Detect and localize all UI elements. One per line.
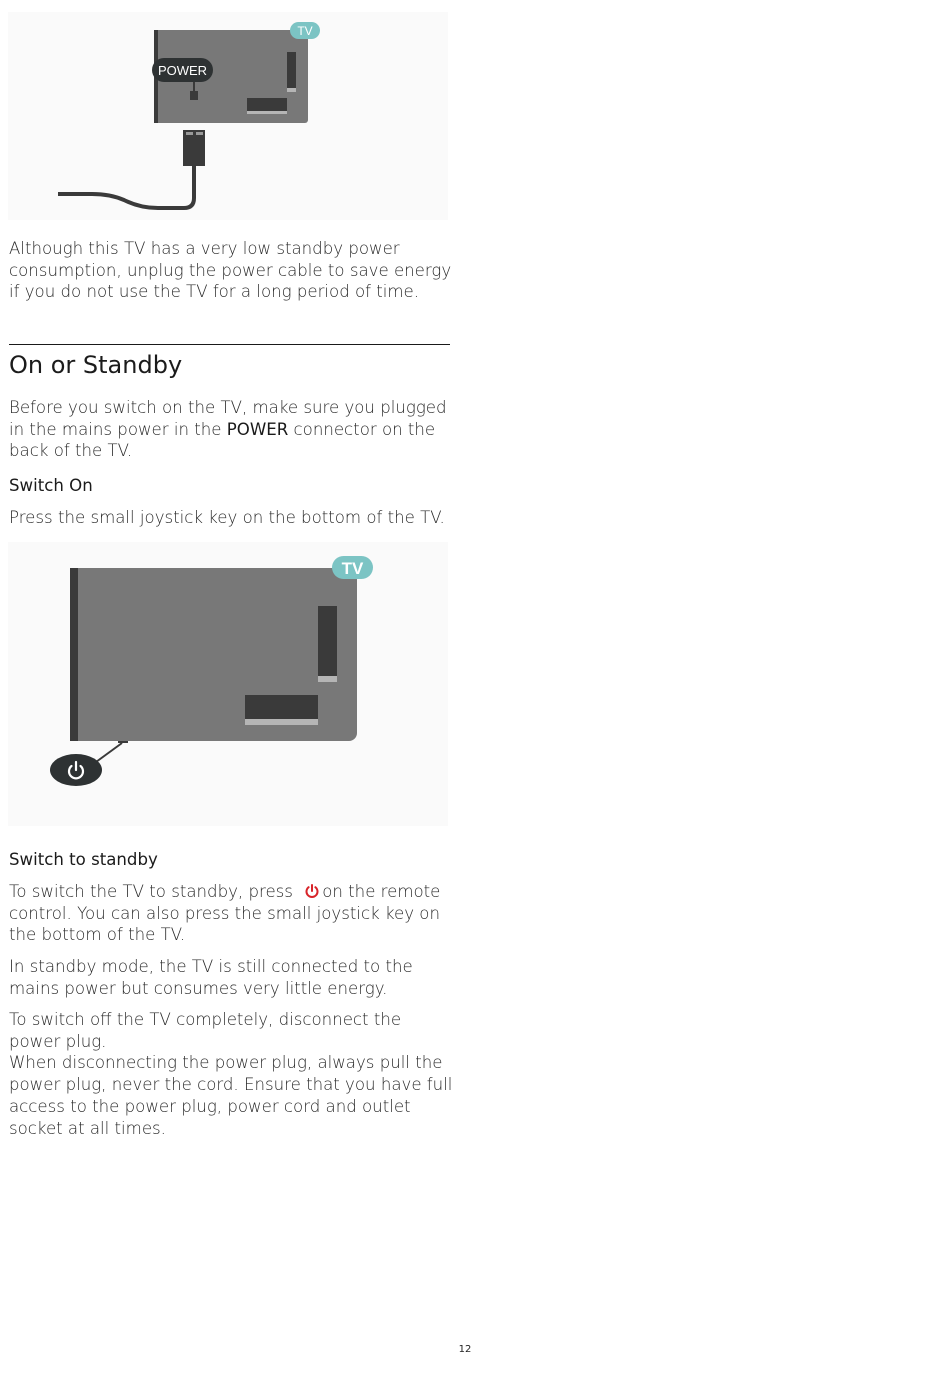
power-icon <box>304 883 320 899</box>
switch-on-text: Press the small joystick key on the bottom of the TV. <box>9 508 445 527</box>
connector-block <box>247 98 287 111</box>
switch-off-text: To switch off the TV completely, disconnect the power plug. When disconnecting the power plug, always pull the power plug, never the cord. Ensure that you have full access to the power plug, power cord and outlet socket at all times. <box>9 1010 453 1138</box>
power-cord <box>58 166 194 208</box>
connector-block <box>245 695 318 719</box>
power-keyword: POWER <box>226 419 289 439</box>
switch-standby-heading: Switch to standby <box>9 850 158 869</box>
switch-standby-text: To switch the TV to standby, press on the remote control. You can also press the small joystick key on the bottom of the TV. <box>9 882 441 945</box>
section-title: On or Standby <box>9 351 183 379</box>
joystick-slot <box>287 52 296 88</box>
page-number: 12 <box>458 1344 472 1355</box>
power-cable-illustration <box>8 12 448 220</box>
power-socket <box>190 91 198 100</box>
joystick-figure <box>8 542 448 826</box>
before-switch-on-paragraph: Before you switch on the TV, make sure you plugged in the mains power in the POWER connector on the back of the TV. <box>9 398 447 461</box>
standby-mode-text: In standby mode, the TV is still connected to the mains power but consumes very little energy. <box>9 957 413 998</box>
intro-paragraph: Although this TV has a very low standby power consumption, unplug the power cable to save energy if you do not use the TV for a long period of time. <box>9 239 452 302</box>
tv-badge-label: TV <box>341 559 364 578</box>
joystick-illustration <box>8 542 448 826</box>
power-cable-figure <box>8 12 448 220</box>
switch-on-heading: Switch On <box>9 476 93 495</box>
power-label: POWER <box>157 63 208 78</box>
joystick-slot <box>318 606 337 676</box>
power-plug-icon <box>183 130 205 166</box>
tv-badge-label: TV <box>297 24 313 38</box>
section-divider <box>9 344 450 345</box>
